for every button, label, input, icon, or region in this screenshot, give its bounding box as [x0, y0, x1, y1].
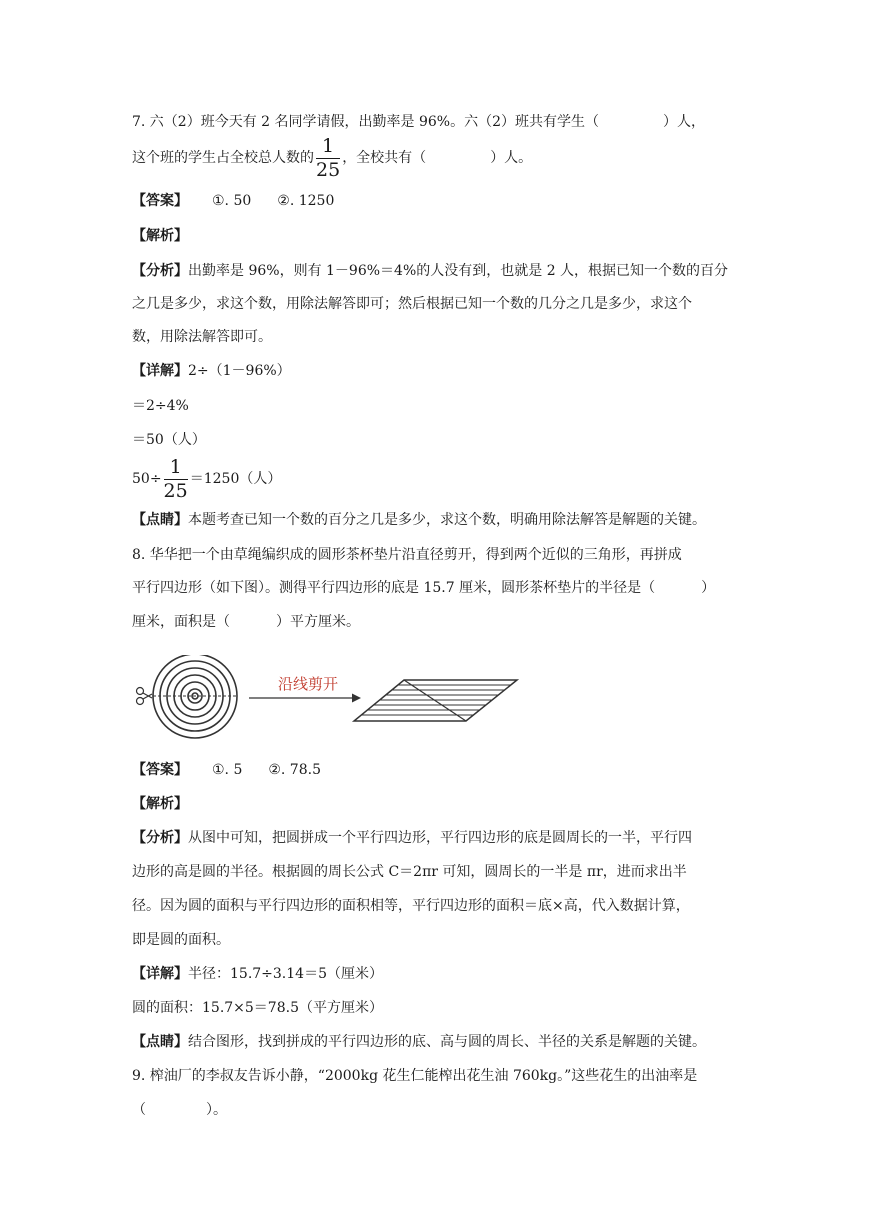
q8-answer: 【答案】 ①. 5 ②. 78.5 — [132, 762, 321, 778]
q8-analysis-2: 边形的高是圆的半径。根据圆的周长公式 C＝2πr 可知，圆周长的一半是 πr，进而求出半 — [132, 864, 687, 880]
q7-detail-4: 50÷ $\frac{1}{25}$ ＝1250（人） — [132, 455, 282, 502]
q8-line-2: 平行四边形（如下图）。测得平行四边形的底是 15.7 厘米，圆形茶杯垫片的半径是（ ） — [132, 580, 716, 596]
q8-jiexi: 【解析】 — [132, 796, 188, 812]
q7-analysis-2: 之几是多少，求这个数，用除法解答即可；然后根据已知一个数的几分之几是多少，求这个 — [132, 296, 692, 312]
right-arrow-icon — [249, 694, 361, 703]
q7-detail-3: ＝50（人） — [132, 432, 206, 448]
q8-analysis-3: 径。因为圆的面积与平行四边形的面积相等，平行四边形的面积＝底×高，代入数据计算， — [132, 898, 690, 914]
q8-detail-1: 【详解】半径：15.7÷3.14＝5（厘米） — [132, 966, 383, 982]
circle-to-parallelogram-figure — [132, 655, 532, 745]
q8-analysis-4: 即是圆的面积。 — [132, 932, 230, 948]
parallelogram-shape — [354, 680, 517, 721]
q7-answer: 【答案】 ①. 50 ②. 1250 — [132, 193, 335, 209]
q8-comment: 【点睛】结合图形，找到拼成的平行四边形的底、高与圆的周长、半径的关系是解题的关键。 — [132, 1034, 706, 1050]
scissors-icon — [137, 688, 153, 705]
q8-detail-2: 圆的面积：15.7×5＝78.5（平方厘米） — [132, 1000, 383, 1016]
q7-line-1: 7. 六（2）班今天有 2 名同学请假，出勤率是 96%。六（2）班共有学生（ ）人， — [132, 114, 705, 130]
q8-analysis-1: 【分析】从图中可知，把圆拼成一个平行四边形，平行四边形的底是圆周长的一半，平行四 — [132, 830, 692, 846]
q9-line-2: （ ）。 — [132, 1102, 227, 1118]
q7-detail-1: 【详解】2÷（1－96%） — [132, 363, 291, 379]
q7-jiexi: 【解析】 — [132, 228, 188, 244]
q7-analysis-1: 【分析】出勤率是 96%，则有 1－96%＝4%的人没有到，也就是 2 人，根据已知一个数的百分 — [132, 263, 729, 279]
q8-line-3: 厘米，面积是（ ）平方厘米。 — [132, 614, 360, 630]
figure-label: 沿线剪开 — [278, 675, 339, 693]
q8-line-1: 8. 华华把一个由草绳编织成的圆形茶杯垫片沿直径剪开，得到两个近似的三角形，再拼成 — [132, 547, 682, 563]
fraction: $\frac{1}{25}$ — [163, 455, 188, 502]
q7-comment: 【点睛】本题考查已知一个数的百分之几是多少，求这个数，明确用除法解答是解题的关键。 — [132, 512, 706, 528]
q7-detail-2: ＝2÷4% — [132, 398, 189, 414]
q7-line-2: 这个班的学生占全校总人数的 $\frac{1}{25}$ ，全校共有（ ）人。 — [132, 134, 533, 181]
q9-line-1: 9. 榨油厂的李叔友告诉小静，“2000kg 花生仁能榨出花生油 760kg。”这些花生的出油率是 — [132, 1068, 698, 1084]
q7-analysis-3: 数，用除法解答即可。 — [132, 329, 272, 345]
fraction: $\frac{1}{25}$ — [316, 134, 341, 181]
